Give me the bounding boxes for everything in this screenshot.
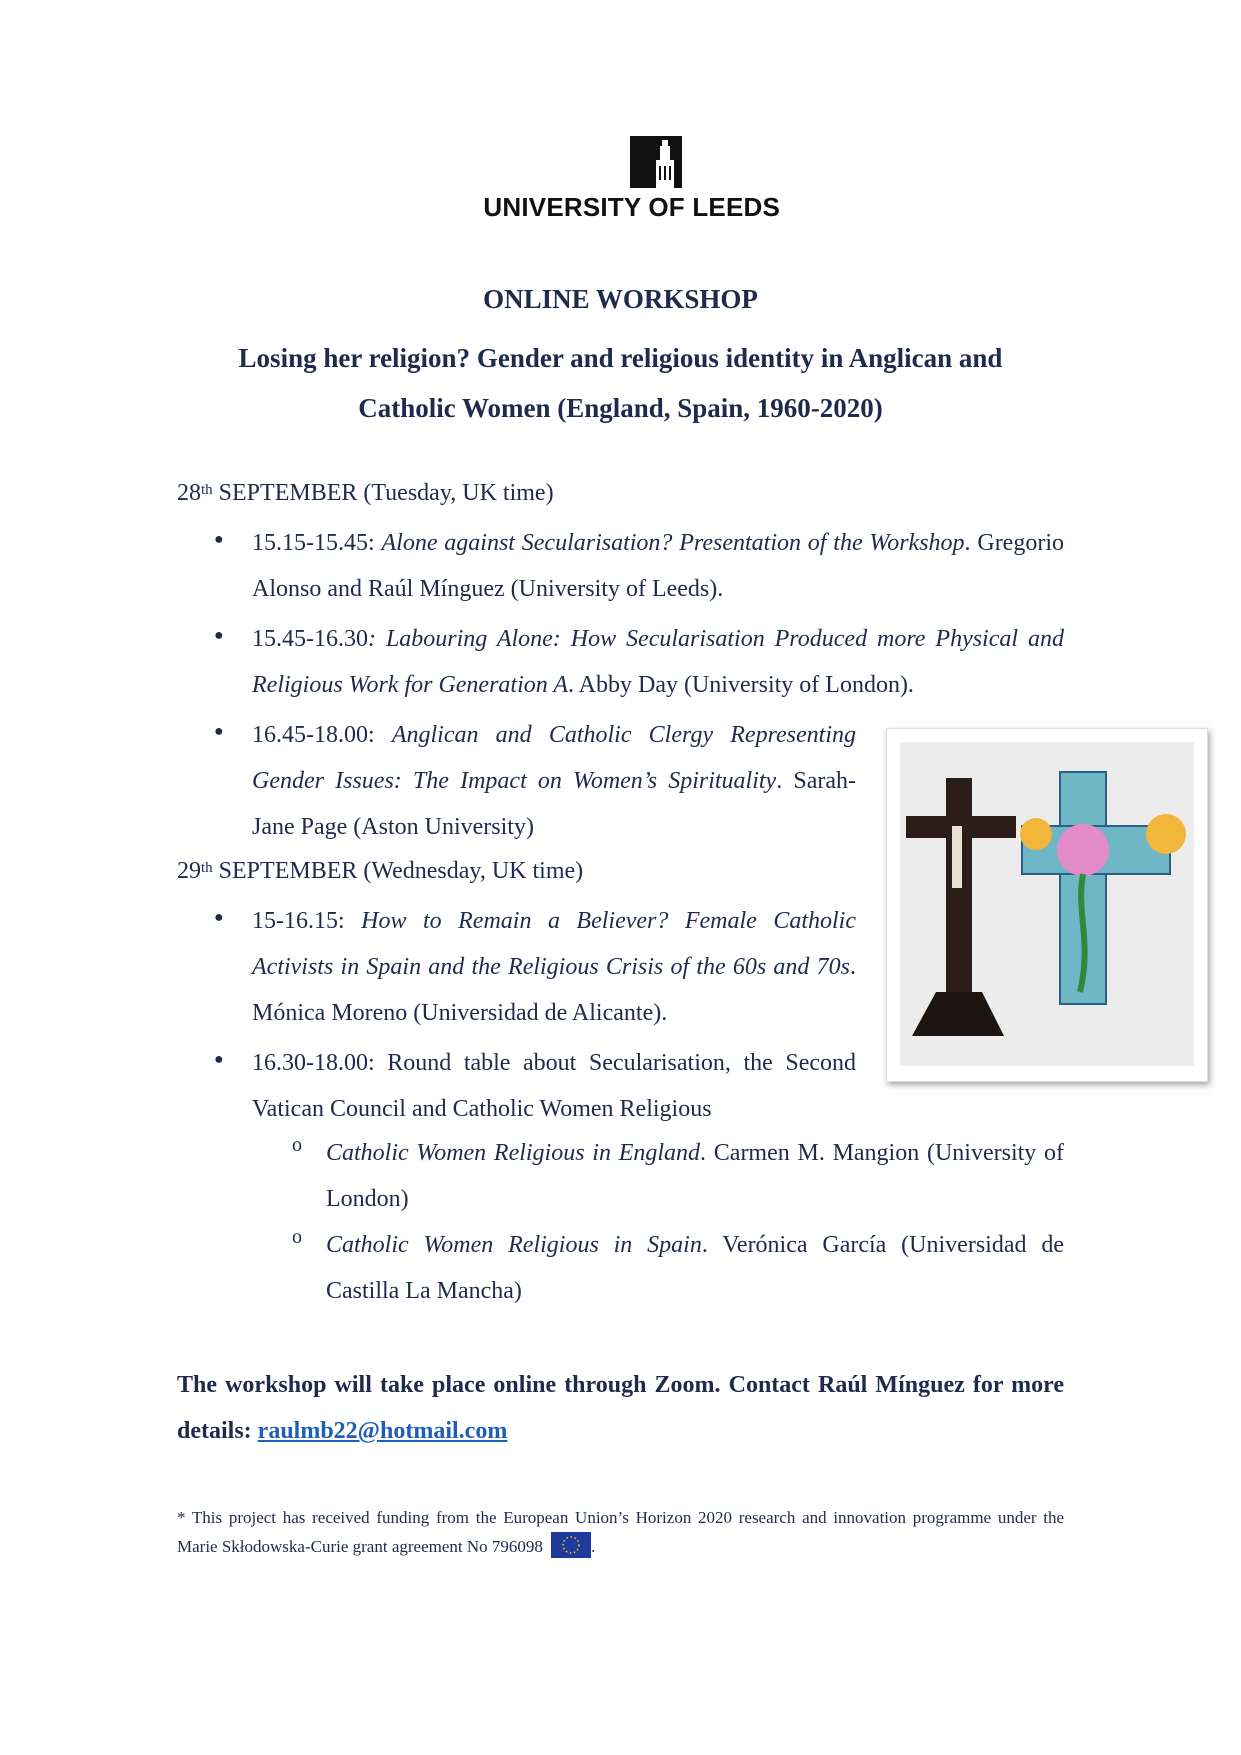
crosses-illustration <box>900 742 1194 1066</box>
leeds-tower-icon <box>630 136 682 188</box>
bullet-4: ● <box>214 909 224 926</box>
session-speaker: . Gregorio Alonso and Raúl Mínguez (University of Leeds). <box>252 530 1064 602</box>
session-item <box>252 712 856 850</box>
session-time: 16.30-18.00: <box>252 1050 375 1076</box>
roundtable-title: Catholic Women Religious in England <box>326 1140 701 1166</box>
bullet-1: ● <box>214 531 224 548</box>
sub-bullet-2: o <box>292 1226 302 1248</box>
contact-text: The workshop will take place online through Zoom. Contact Raúl Mínguez for more details: <box>177 1372 1064 1444</box>
session-speaker: Round table about Secularisation, the Second Vatican Council and Catholic Women Religious <box>252 1050 856 1122</box>
email-link[interactable]: raulmb22@hotmail.com <box>257 1418 508 1444</box>
roundtable-speaker: . Carmen M. Mangion (University of London) <box>326 1140 1065 1212</box>
session-time: 15.15-15.45: <box>252 530 382 556</box>
session-item <box>252 898 856 1036</box>
page-title: ONLINE WORKSHOP <box>483 284 758 314</box>
roundtable-speaker: . Verónica García (Universidad de Castilla La Mancha) <box>326 1232 1064 1304</box>
day-suffix: th <box>201 860 213 876</box>
contact-info <box>177 1362 1064 1454</box>
bullet-2: ● <box>214 627 224 644</box>
session-time: 15.45-16.30 <box>252 626 368 652</box>
eu-flag-icon <box>551 1532 591 1558</box>
day-number: 28 <box>177 480 201 506</box>
roundtable-item <box>326 1222 1064 1314</box>
session-title: How to Remain a Believer? Female Catholic Activists in Spain and the Religious Crisis of the 60s and 70s <box>252 908 856 980</box>
session-speaker: . Sarah-Jane Page (Aston University) <box>252 768 856 840</box>
funding-footnote <box>177 1504 1064 1561</box>
session-title: Alone against Secularisation? Presentation of the Workshop <box>381 530 965 556</box>
session-title: Anglican and Catholic Clergy Representing Gender Issues: The Impact on Women’s Spirituality <box>252 722 857 794</box>
session-speaker: . Abby Day (University of London). <box>567 672 914 698</box>
session-time: 16.45-18.00: <box>252 722 392 748</box>
session-title: : Labouring Alone: How Secularisation Produced more Physical and Religious Work for Generation A <box>252 626 1064 698</box>
day-label: SEPTEMBER (Wednesday, UK time) <box>212 858 584 884</box>
day-suffix: th <box>201 482 213 498</box>
bullet-5: ● <box>214 1051 224 1068</box>
roundtable-title: Catholic Women Religious in Spain <box>326 1232 702 1258</box>
session-speaker: . Mónica Moreno (Universidad de Alicante). <box>252 954 856 1026</box>
session-item <box>252 1040 856 1132</box>
workshop-subtitle <box>0 333 1241 433</box>
sub-bullet-1: o <box>292 1134 302 1156</box>
footnote-end: . <box>591 1537 596 1556</box>
day-number: 29 <box>177 858 201 884</box>
bullet-3: ● <box>214 723 224 740</box>
roundtable-item <box>326 1130 1064 1222</box>
subtitle-line-1: Losing her religion? Gender and religious identity in Anglican and <box>238 343 1003 373</box>
day-heading-2 <box>177 858 583 885</box>
university-name: UNIVERSITY OF LEEDS <box>483 192 780 222</box>
university-logo <box>630 136 682 188</box>
day-label: SEPTEMBER (Tuesday, UK time) <box>212 480 554 506</box>
session-item <box>252 616 1064 708</box>
day-heading-1 <box>177 480 554 507</box>
crosses-image <box>886 728 1208 1082</box>
session-time: 15-16.15: <box>252 908 362 934</box>
subtitle-line-2: Catholic Women (England, Spain, 1960-2020) <box>358 393 883 423</box>
footnote-text: * This project has received funding from the European Union’s Horizon 2020 research and innovation programme under the Marie Skłodowska-Curie grant agreement No 796098 <box>177 1508 1064 1556</box>
session-item <box>252 520 1064 612</box>
